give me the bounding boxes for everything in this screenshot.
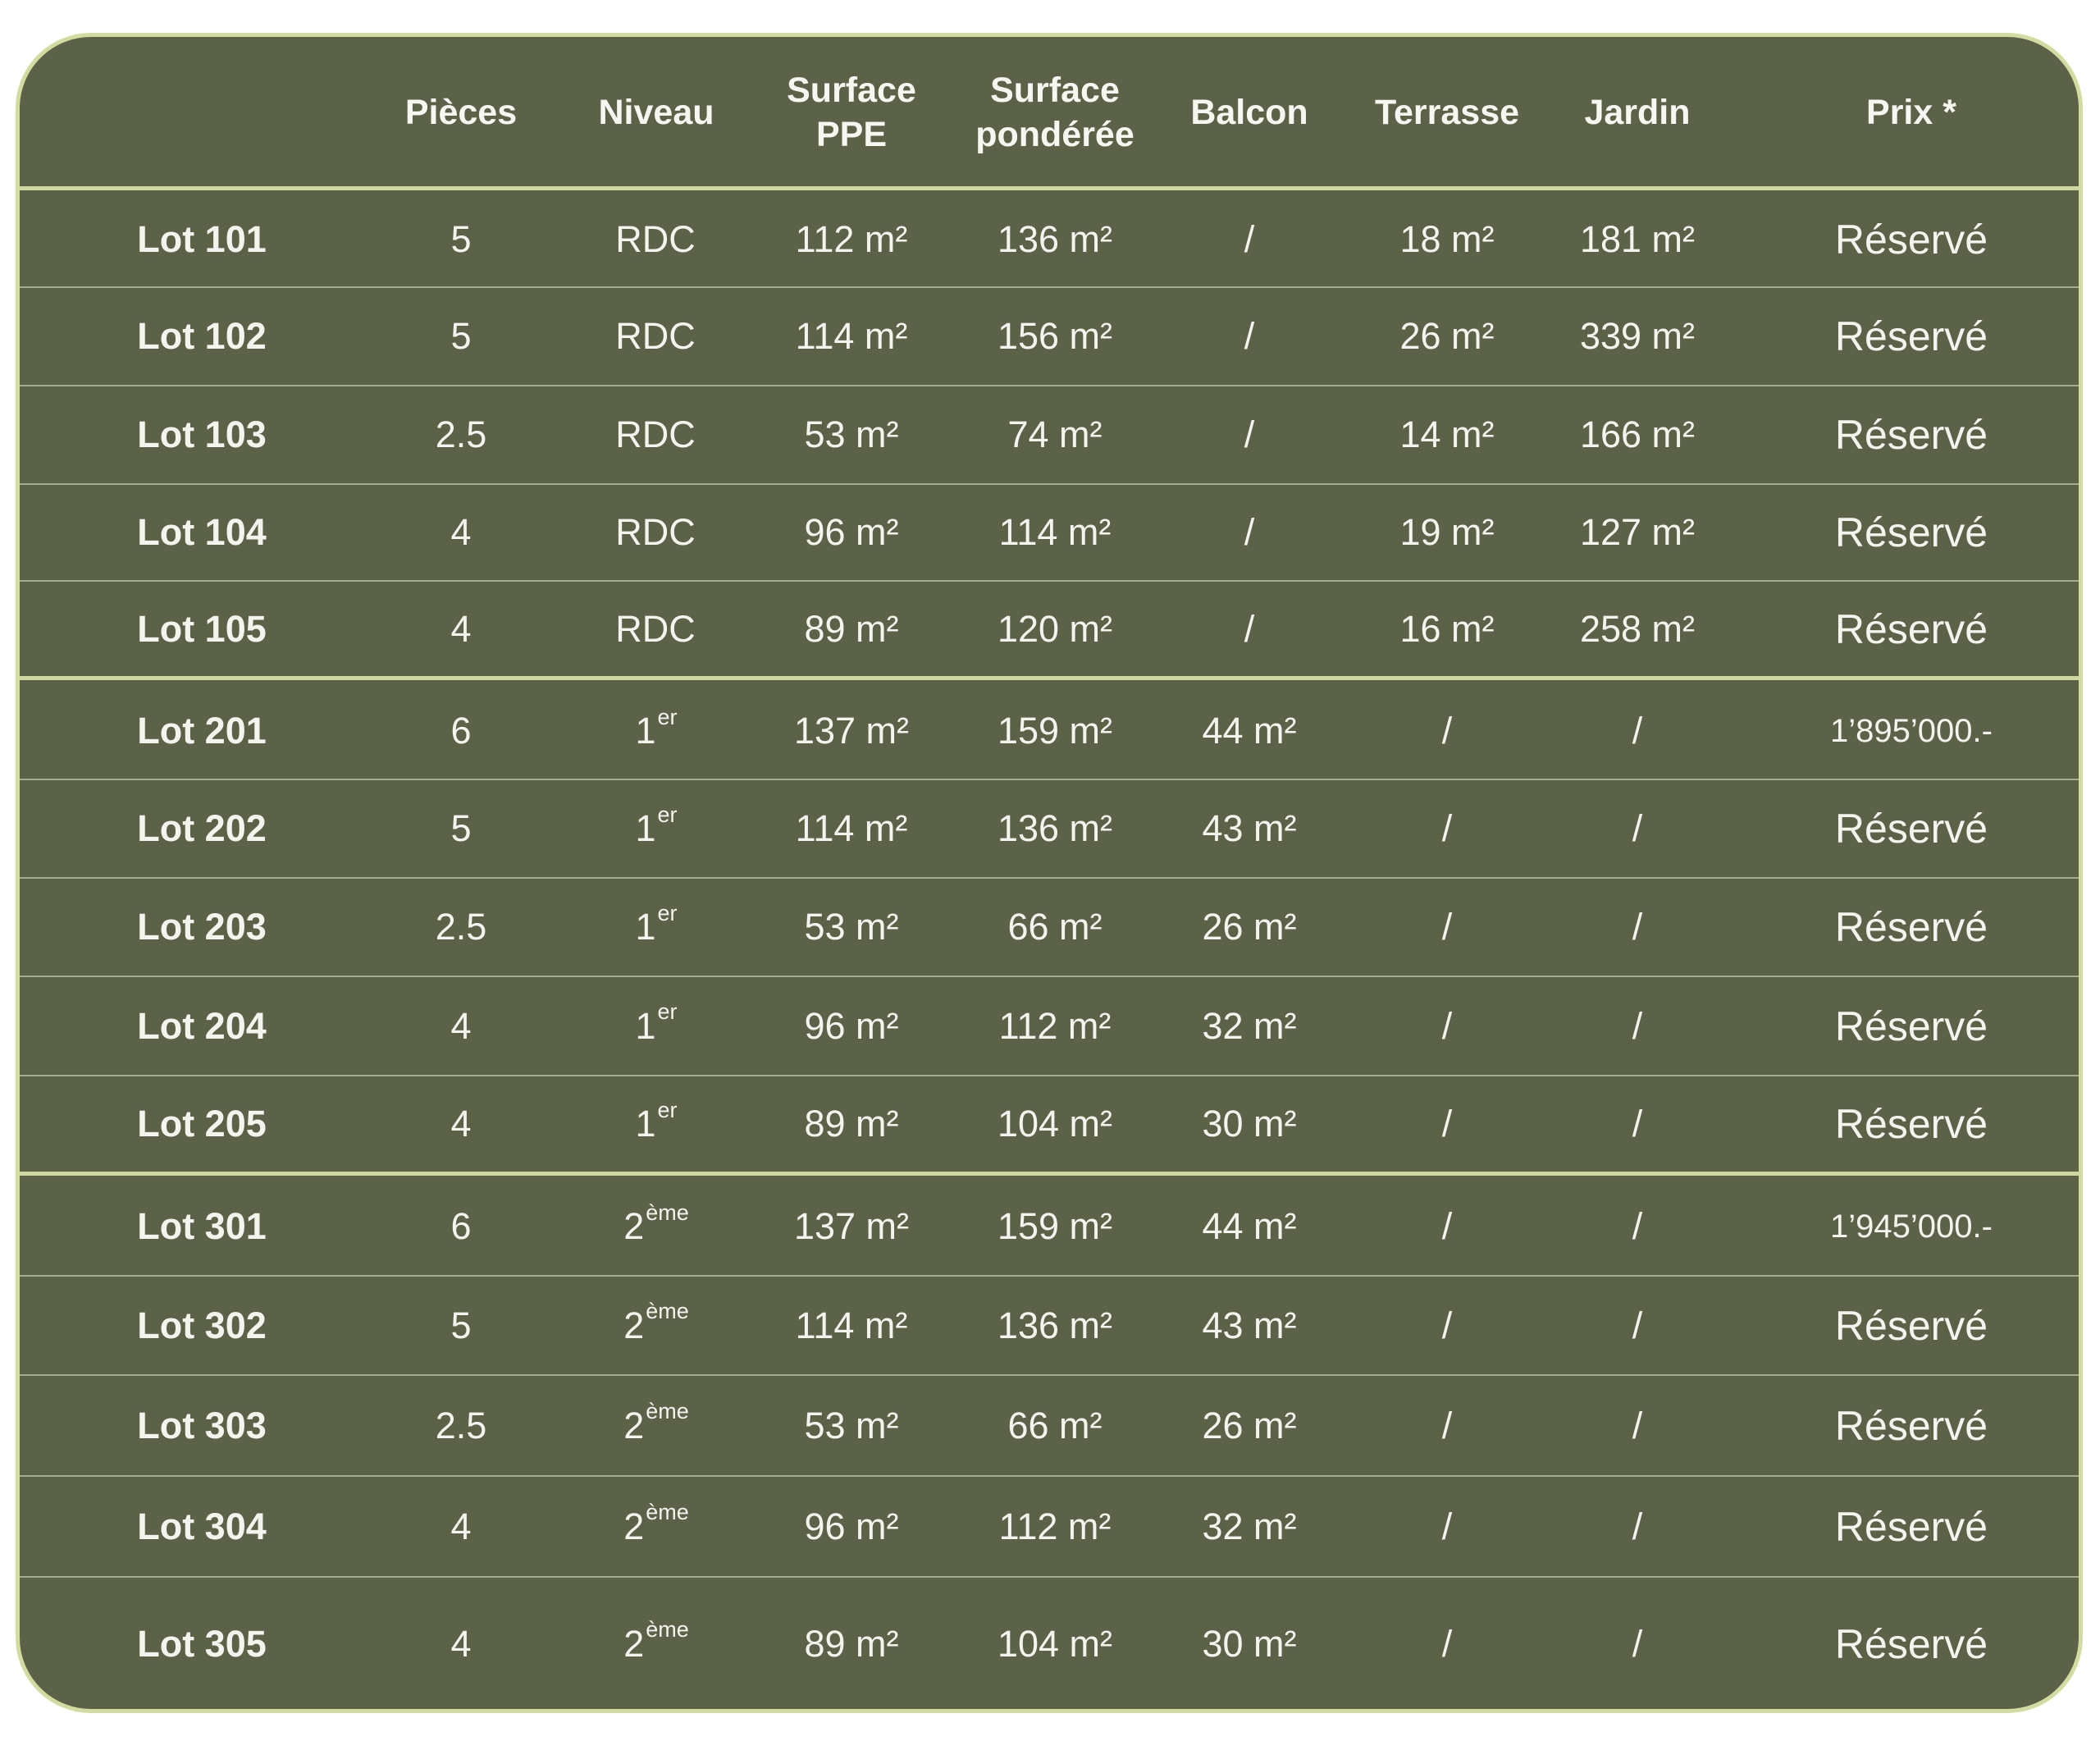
surface-ppe-cell: 96 m² <box>804 1505 899 1547</box>
terrasse-cell: 18 m² <box>1399 218 1495 260</box>
balcon-cell: / <box>1244 511 1255 553</box>
prix-cell: Réservé <box>1834 313 1988 359</box>
niveau-value: 1 <box>635 906 656 948</box>
jardin-cell: 181 m² <box>1579 218 1696 260</box>
niveau-value: 2 <box>623 1304 645 1346</box>
jardin-cell: / <box>1632 1004 1643 1047</box>
surface-ponderee-cell: 156 m² <box>997 315 1113 357</box>
surface-ponderee-cell: 104 m² <box>997 1622 1113 1665</box>
balcon-cell: 26 m² <box>1202 1404 1297 1446</box>
niveau-value: 2 <box>623 1205 645 1247</box>
surface-ppe-cell: 53 m² <box>804 414 899 455</box>
niveau-value: 1 <box>635 807 656 849</box>
lot-cell: Lot 104 <box>137 511 267 553</box>
jardin-cell: / <box>1632 710 1643 752</box>
header-surface-ponderee: Surface pondérée <box>975 70 1134 154</box>
surface-ppe-cell: 112 m² <box>795 218 908 260</box>
header-jardin: Jardin <box>1584 92 1691 132</box>
terrasse-cell: / <box>1441 1205 1453 1247</box>
terrasse-cell: / <box>1441 1004 1453 1047</box>
lot-cell: Lot 304 <box>137 1505 267 1547</box>
niveau-value: RDC <box>615 607 696 650</box>
lot-cell: Lot 301 <box>137 1205 267 1247</box>
table-row <box>20 1177 2079 1276</box>
table-row <box>20 1276 2079 1375</box>
balcon-cell: 44 m² <box>1202 1205 1297 1247</box>
jardin-cell: / <box>1632 906 1643 948</box>
niveau-value: 2 <box>623 1622 645 1665</box>
jardin-cell: / <box>1632 1304 1643 1346</box>
lot-cell: Lot 102 <box>137 315 267 357</box>
group-separator <box>20 186 2079 190</box>
pieces-cell: 5 <box>450 807 472 849</box>
prix-cell: Réservé <box>1834 217 1988 263</box>
pieces-cell: 5 <box>450 218 472 260</box>
terrasse-cell: / <box>1441 906 1453 948</box>
niveau-cell <box>574 1577 738 1711</box>
lot-cell: Lot 303 <box>137 1404 267 1446</box>
header-terrasse: Terrasse <box>1374 92 1520 132</box>
prix-cell: Réservé <box>1834 1003 1988 1049</box>
niveau-cell <box>574 287 738 386</box>
surface-ppe-cell: 96 m² <box>804 511 899 553</box>
table-row <box>20 1076 2079 1172</box>
niveau-ordinal-suffix: er <box>657 999 678 1024</box>
balcon-cell: / <box>1244 414 1255 455</box>
niveau-ordinal-suffix: er <box>657 900 678 925</box>
surface-ponderee-cell: 74 m² <box>1007 414 1102 455</box>
table-row <box>20 386 2079 484</box>
niveau-ordinal-suffix: ème <box>646 1500 689 1524</box>
balcon-cell: 30 m² <box>1202 1622 1297 1665</box>
surface-ppe-cell: 89 m² <box>804 607 899 650</box>
surface-ponderee-cell: 136 m² <box>997 1304 1113 1346</box>
niveau-ordinal-suffix: er <box>657 802 678 827</box>
balcon-cell: 32 m² <box>1202 1505 1297 1547</box>
surface-ponderee-cell: 159 m² <box>997 710 1113 752</box>
balcon-cell: / <box>1244 218 1255 260</box>
prix-cell: Réservé <box>1834 509 1988 555</box>
prix-cell: Réservé <box>1834 412 1988 458</box>
prix-cell: Réservé <box>1834 806 1988 852</box>
header-niveau: Niveau <box>598 92 714 132</box>
niveau-cell <box>574 1276 738 1375</box>
prix-cell: Réservé <box>1834 1503 1988 1550</box>
niveau-cell <box>574 386 738 484</box>
pieces-cell: 6 <box>450 1205 472 1247</box>
surface-ponderee-cell: 66 m² <box>1007 906 1102 948</box>
surface-ppe-cell: 89 m² <box>804 1622 899 1665</box>
pieces-cell: 5 <box>450 315 472 357</box>
header-balcon: Balcon <box>1190 92 1308 132</box>
pieces-cell: 4 <box>450 1004 472 1047</box>
header-lot <box>66 37 337 189</box>
pieces-cell: 4 <box>450 1622 472 1665</box>
niveau-value: 2 <box>623 1505 645 1547</box>
balcon-cell: / <box>1244 315 1255 357</box>
niveau-value: RDC <box>615 315 696 357</box>
prix-cell: Réservé <box>1834 1620 1988 1667</box>
group-separator <box>20 676 2079 680</box>
jardin-cell: 339 m² <box>1579 315 1696 357</box>
terrasse-cell: / <box>1441 1505 1453 1547</box>
header-prix: Prix * <box>1866 92 1956 132</box>
niveau-ordinal-suffix: er <box>657 1097 678 1122</box>
jardin-cell: / <box>1632 1404 1643 1446</box>
prix-cell: 1’945’000.- <box>1830 1208 1993 1245</box>
table-row <box>20 683 2079 779</box>
surface-ppe-cell: 114 m² <box>795 807 908 849</box>
surface-ponderee-cell: 104 m² <box>997 1103 1113 1145</box>
surface-ppe-cell: 53 m² <box>804 1404 899 1446</box>
pieces-cell: 6 <box>450 710 472 752</box>
table-row <box>20 878 2079 976</box>
niveau-cell <box>574 683 738 779</box>
surface-ponderee-cell: 112 m² <box>998 1505 1112 1547</box>
balcon-cell: 43 m² <box>1202 807 1297 849</box>
surface-ppe-cell: 114 m² <box>795 1304 908 1346</box>
niveau-cell <box>574 1375 738 1476</box>
niveau-cell <box>574 1177 738 1276</box>
terrasse-cell: / <box>1441 807 1453 849</box>
niveau-ordinal-suffix: ème <box>646 1617 689 1642</box>
table-row <box>20 581 2079 677</box>
header-pieces: Pièces <box>404 92 518 132</box>
pieces-cell: 2.5 <box>435 1404 487 1446</box>
balcon-cell: 44 m² <box>1202 710 1297 752</box>
table-row <box>20 192 2079 287</box>
surface-ponderee-cell: 136 m² <box>997 807 1113 849</box>
niveau-ordinal-suffix: ème <box>646 1299 689 1323</box>
niveau-value: RDC <box>615 414 696 455</box>
lot-cell: Lot 305 <box>137 1622 267 1665</box>
lot-cell: Lot 204 <box>137 1004 267 1047</box>
table-row <box>20 287 2079 386</box>
niveau-cell <box>574 976 738 1076</box>
niveau-cell <box>574 878 738 976</box>
lot-cell: Lot 105 <box>137 607 267 650</box>
table-row <box>20 779 2079 878</box>
lot-cell: Lot 101 <box>137 218 267 260</box>
surface-ppe-cell: 53 m² <box>804 906 899 948</box>
terrasse-cell: / <box>1441 1304 1453 1346</box>
pieces-cell: 4 <box>450 1505 472 1547</box>
niveau-ordinal-suffix: er <box>657 704 678 729</box>
surface-ppe-cell: 137 m² <box>793 710 910 752</box>
lot-cell: Lot 202 <box>137 807 267 849</box>
lot-cell: Lot 203 <box>137 906 267 948</box>
jardin-cell: / <box>1632 1103 1643 1145</box>
niveau-cell <box>574 779 738 878</box>
terrasse-cell: 26 m² <box>1399 315 1495 357</box>
pieces-cell: 2.5 <box>435 414 487 455</box>
lot-cell: Lot 302 <box>137 1304 267 1346</box>
surface-ppe-cell: 137 m² <box>793 1205 910 1247</box>
terrasse-cell: 16 m² <box>1399 607 1495 650</box>
niveau-value: 1 <box>635 1004 656 1047</box>
jardin-cell: / <box>1632 1505 1643 1547</box>
lots-table-panel <box>16 33 2083 1713</box>
jardin-cell: / <box>1632 807 1643 849</box>
niveau-cell <box>574 581 738 677</box>
niveau-value: RDC <box>615 218 696 260</box>
terrasse-cell: 14 m² <box>1399 414 1495 455</box>
terrasse-cell: / <box>1441 710 1453 752</box>
surface-ppe-cell: 114 m² <box>795 315 908 357</box>
terrasse-cell: 19 m² <box>1399 511 1495 553</box>
surface-ponderee-cell: 112 m² <box>998 1004 1112 1047</box>
surface-ponderee-cell: 159 m² <box>997 1205 1113 1247</box>
terrasse-cell: / <box>1441 1103 1453 1145</box>
balcon-cell: 26 m² <box>1202 906 1297 948</box>
jardin-cell: / <box>1632 1622 1643 1665</box>
surface-ponderee-cell: 66 m² <box>1007 1404 1102 1446</box>
lot-cell: Lot 103 <box>137 414 267 455</box>
prix-cell: Réservé <box>1834 605 1988 652</box>
pieces-cell: 5 <box>450 1304 472 1346</box>
niveau-value: 1 <box>635 1103 656 1145</box>
balcon-cell: 30 m² <box>1202 1103 1297 1145</box>
pieces-cell: 4 <box>450 1103 472 1145</box>
prix-cell: Réservé <box>1834 1101 1988 1147</box>
lot-cell: Lot 201 <box>137 710 267 752</box>
prix-cell: Réservé <box>1834 1302 1988 1349</box>
jardin-cell: 166 m² <box>1579 414 1696 455</box>
prix-cell: Réservé <box>1834 1402 1988 1449</box>
prix-cell: Réservé <box>1834 904 1988 950</box>
table-row <box>20 1577 2079 1711</box>
prix-cell: 1’895’000.- <box>1830 712 1993 749</box>
surface-ponderee-cell: 136 m² <box>997 218 1113 260</box>
niveau-ordinal-suffix: ème <box>646 1199 689 1225</box>
surface-ponderee-cell: 114 m² <box>998 511 1112 553</box>
niveau-value: 2 <box>623 1404 645 1446</box>
terrasse-cell: / <box>1441 1622 1453 1665</box>
jardin-cell: 127 m² <box>1579 511 1696 553</box>
table-row <box>20 1375 2079 1476</box>
niveau-value: RDC <box>615 511 696 553</box>
table-header-row <box>20 37 2079 189</box>
surface-ppe-cell: 96 m² <box>804 1004 899 1047</box>
pieces-cell: 4 <box>450 607 472 650</box>
niveau-cell <box>574 484 738 581</box>
balcon-cell: / <box>1244 607 1255 650</box>
balcon-cell: 43 m² <box>1202 1304 1297 1346</box>
niveau-value: 1 <box>635 710 656 752</box>
niveau-ordinal-suffix: ème <box>646 1399 689 1423</box>
table-row <box>20 484 2079 581</box>
header-surface-ppe: Surface PPE <box>787 70 916 154</box>
surface-ponderee-cell: 120 m² <box>997 607 1113 650</box>
table-row <box>20 976 2079 1076</box>
pieces-cell: 4 <box>450 511 472 553</box>
surface-ppe-cell: 89 m² <box>804 1103 899 1145</box>
terrasse-cell: / <box>1441 1404 1453 1446</box>
lot-cell: Lot 205 <box>137 1103 267 1145</box>
table-row <box>20 1476 2079 1577</box>
jardin-cell: / <box>1632 1205 1643 1247</box>
balcon-cell: 32 m² <box>1202 1004 1297 1047</box>
group-separator <box>20 1172 2079 1176</box>
niveau-cell <box>574 192 738 287</box>
niveau-cell <box>574 1076 738 1172</box>
niveau-cell <box>574 1476 738 1577</box>
pieces-cell: 2.5 <box>435 906 487 948</box>
jardin-cell: 258 m² <box>1579 607 1696 650</box>
